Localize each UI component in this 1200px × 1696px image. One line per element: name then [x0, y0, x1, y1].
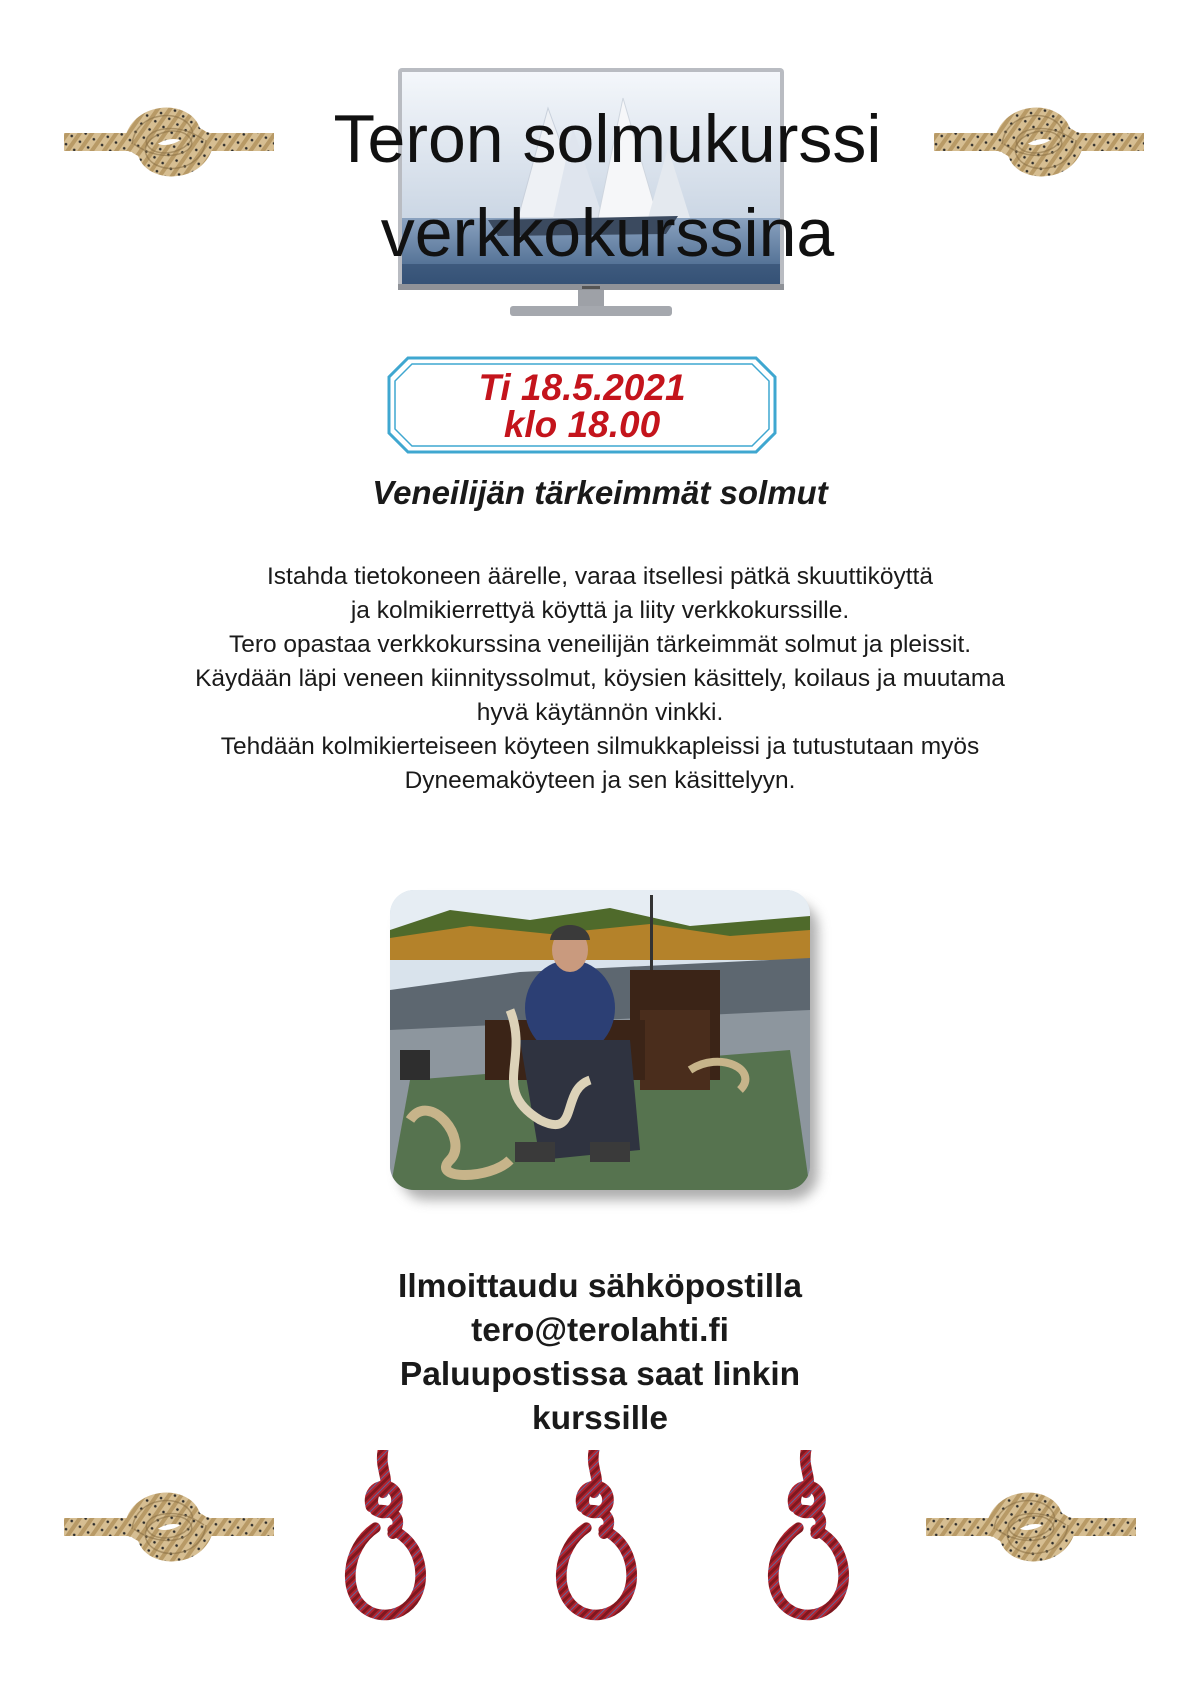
description-line: Käydään läpi veneen kiinnityssolmut, köysien käsittely, koilaus ja muutama — [195, 665, 1005, 692]
reef-knot-icon — [926, 1485, 1136, 1575]
reef-knot-icon — [934, 100, 1144, 190]
bowline-noose-icon — [335, 1450, 435, 1625]
bowline-noose-icon — [758, 1450, 858, 1625]
page-title — [200, 92, 1015, 280]
title-line-2: verkkokurssina — [380, 195, 835, 271]
register-note-end: kurssille — [532, 1400, 668, 1437]
description-line: ja kolmikierrettyä köyttä ja liity verkkokurssille. — [350, 597, 850, 624]
reef-knot-icon — [64, 1485, 274, 1575]
registration-info — [250, 1265, 950, 1441]
description-line: Tehdään kolmikierteiseen köyteen silmukkapleissi ja tutustutaan myös — [220, 733, 980, 760]
man-tying-rope-image — [390, 890, 810, 1190]
register-heading: Ilmoittaudu sähköpostilla — [398, 1268, 802, 1305]
event-day: Ti 18.5.2021 — [478, 367, 686, 408]
register-note: Paluupostissa saat linkin — [399, 1356, 801, 1393]
event-date — [386, 369, 778, 443]
description-line: hyvä käytännön vinkki. — [476, 699, 724, 726]
reef-knot-icon — [64, 100, 274, 190]
title-line-1: Teron solmukurssi — [333, 101, 882, 177]
description-line: Tero opastaa verkkokurssina veneilijän tärkeimmät solmut ja pleissit. — [228, 631, 972, 658]
subtitle: Veneilijän tärkeimmät solmut — [372, 474, 828, 511]
description — [100, 560, 1100, 798]
register-email[interactable]: tero@terolahti.fi — [471, 1312, 729, 1349]
bowline-noose-icon — [546, 1450, 646, 1625]
description-line: Istahda tietokoneen äärelle, varaa itsellesi pätkä skuuttiköyttä — [267, 563, 933, 590]
course-photo — [390, 890, 812, 1190]
event-time: klo 18.00 — [503, 404, 661, 445]
description-line: Dyneemaköyteen ja sen käsittelyyn. — [404, 767, 796, 794]
